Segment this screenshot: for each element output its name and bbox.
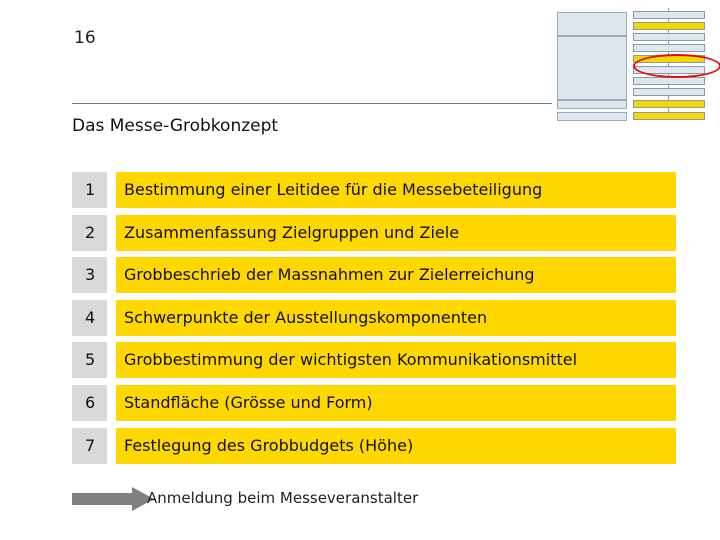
step-row <box>72 428 676 464</box>
page-number: 16 <box>74 28 96 48</box>
thumb-step <box>633 88 705 96</box>
step-row <box>72 300 676 336</box>
step-row <box>72 385 676 421</box>
step-number: 4 <box>72 300 107 336</box>
thumb-box-b <box>557 36 627 100</box>
footer-label: Anmeldung beim Messeveranstalter <box>147 489 419 507</box>
step-number: 6 <box>72 385 107 421</box>
arrow-right-icon <box>72 487 154 511</box>
thumb-step <box>633 112 705 120</box>
step-number: 5 <box>72 342 107 378</box>
thumb-box-d <box>557 112 627 121</box>
page-title: Das Messe-Grobkonzept <box>72 116 279 136</box>
step-row <box>72 215 676 251</box>
thumb-step <box>633 22 705 30</box>
step-row <box>72 257 676 293</box>
divider <box>72 103 552 104</box>
step-row <box>72 342 676 378</box>
thumb-step <box>633 33 705 41</box>
highlight-ellipse <box>633 54 720 78</box>
thumb-step <box>633 100 705 108</box>
thumb-box-c <box>557 100 627 109</box>
step-row <box>72 172 676 208</box>
step-number: 2 <box>72 215 107 251</box>
step-label: Schwerpunkte der Ausstellungskomponenten <box>116 300 676 336</box>
step-label: Standfläche (Grösse und Form) <box>116 385 676 421</box>
step-number: 1 <box>72 172 107 208</box>
step-label: Bestimmung einer Leitidee für die Messebeteiligung <box>116 172 676 208</box>
step-number: 7 <box>72 428 107 464</box>
step-label: Festlegung des Grobbudgets (Höhe) <box>116 428 676 464</box>
step-number: 3 <box>72 257 107 293</box>
thumb-step <box>633 11 705 19</box>
step-label: Grobbeschrieb der Massnahmen zur Zielerreichung <box>116 257 676 293</box>
thumbnail-diagram <box>553 2 718 122</box>
step-label: Grobbestimmung der wichtigsten Kommunikationsmittel <box>116 342 676 378</box>
step-label: Zusammenfassung Zielgruppen und Ziele <box>116 215 676 251</box>
thumb-box-a <box>557 12 627 36</box>
thumb-step <box>633 77 705 85</box>
thumb-step <box>633 44 705 52</box>
